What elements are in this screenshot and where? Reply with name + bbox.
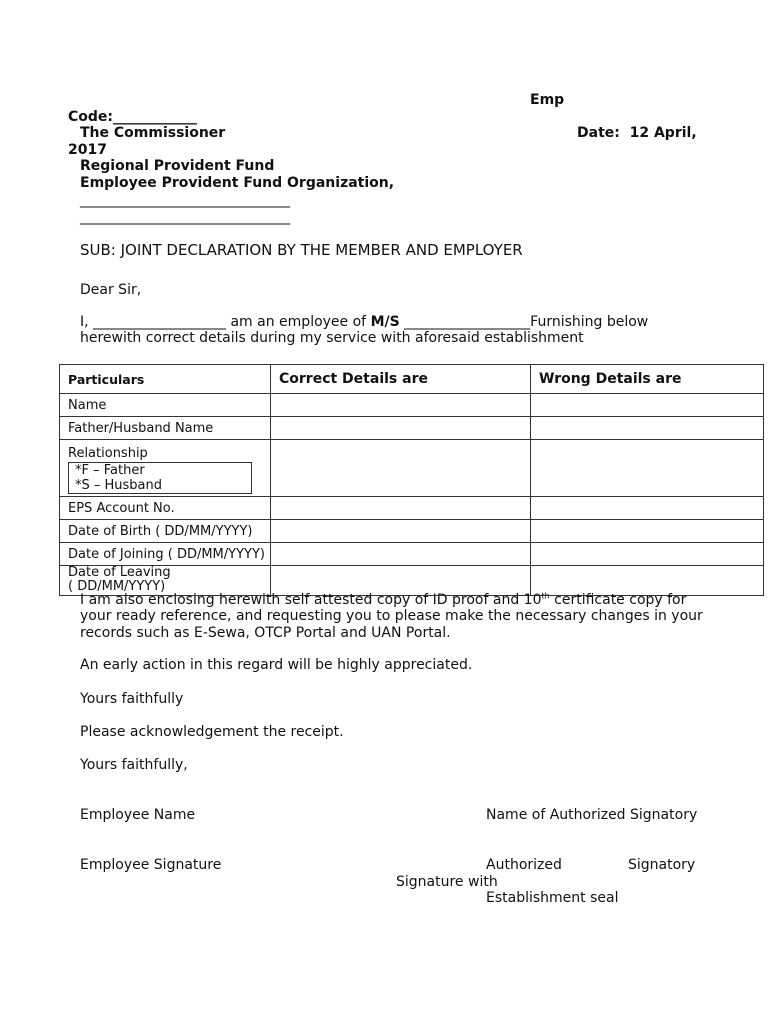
acknowledge-receipt: Please acknowledgement the receipt.	[80, 724, 344, 740]
row-label-date-of-leaving-format: ( DD/MM/YYYY)	[68, 579, 166, 594]
wrong-date-of-leaving-cell[interactable]	[531, 566, 764, 596]
details-table	[59, 364, 764, 596]
authorized-name-label: Name of Authorized Signatory	[486, 807, 698, 823]
signatory-word: Signatory	[628, 857, 696, 873]
row-label-name: Name	[60, 394, 271, 417]
intro-part-3: Furnishing below	[530, 314, 649, 330]
table-row	[60, 497, 764, 520]
enclose-text-a: I am also enclosing herewith self attested copy of ID proof and 10	[80, 592, 542, 608]
yours-faithfully-2: Yours faithfully,	[80, 757, 188, 773]
correct-date-of-birth-cell[interactable]	[271, 520, 531, 543]
date-line	[577, 125, 697, 142]
employee-signature-label: Employee Signature	[80, 857, 222, 873]
wrong-father-husband-cell[interactable]	[531, 417, 764, 440]
authorized-word: Authorized	[486, 857, 562, 873]
emp-code-blank: ____________	[113, 109, 198, 125]
row-label-date-of-leaving-cell	[60, 566, 271, 596]
row-label-eps-account: EPS Account No.	[60, 497, 271, 520]
relationship-options-box	[68, 462, 252, 494]
addressee-line-1: The Commissioner	[80, 125, 226, 141]
addressee-line-3: Employee Provident Fund Organization,	[80, 175, 395, 191]
intro-part-2: am an employee of	[226, 314, 371, 330]
establishment-blank: __________________	[399, 314, 531, 330]
intro-line-2: herewith correct details during my service with aforesaid establishment	[80, 330, 584, 346]
date-label: Date:	[577, 125, 620, 141]
correct-eps-account-cell[interactable]	[271, 497, 531, 520]
wrong-date-of-birth-cell[interactable]	[531, 520, 764, 543]
subject-line: SUB: JOINT DECLARATION BY THE MEMBER AND EMPLOYER	[80, 241, 523, 259]
relationship-option-husband: *S – Husband	[75, 478, 163, 493]
employee-name-blank: ___________________	[93, 314, 227, 330]
early-action: An early action in this regard will be highly appreciated.	[80, 657, 473, 673]
row-label-relationship: Relationship	[68, 446, 148, 461]
table-row	[60, 394, 764, 417]
address-blank-1: ______________________________	[80, 192, 290, 208]
correct-date-of-joining-cell[interactable]	[271, 543, 531, 566]
emp-code-label-top: Emp	[530, 92, 565, 108]
row-label-father-husband: Father/Husband Name	[60, 417, 271, 440]
intro-part-1: I,	[80, 314, 94, 330]
enclose-line-1	[80, 592, 686, 609]
correct-date-of-leaving-cell[interactable]	[271, 566, 531, 596]
ms-label: M/S	[370, 314, 400, 330]
emp-code-label: Code:	[68, 109, 114, 125]
correct-father-husband-cell[interactable]	[271, 417, 531, 440]
enclose-text-b: certificate copy for	[549, 592, 687, 608]
details-table-wrapper	[59, 364, 764, 596]
table-row	[60, 520, 764, 543]
table-row	[60, 417, 764, 440]
date-value: 12 April,	[629, 125, 697, 141]
header-correct-details: Correct Details are	[271, 365, 531, 394]
table-row	[60, 543, 764, 566]
addressee-line-2: Regional Provident Fund	[80, 158, 275, 174]
row-label-date-of-leaving: Date of Leaving	[68, 565, 171, 580]
wrong-date-of-joining-cell[interactable]	[531, 543, 764, 566]
enclose-superscript: th	[541, 591, 550, 601]
correct-relationship-cell[interactable]	[271, 440, 531, 497]
signature-with-label: Signature with	[396, 874, 498, 890]
row-label-relationship-cell	[60, 440, 271, 497]
intro-line-1	[80, 314, 648, 331]
address-blank-2: ______________________________	[80, 209, 290, 225]
wrong-eps-account-cell[interactable]	[531, 497, 764, 520]
table-row	[60, 566, 764, 596]
row-label-date-of-joining: Date of Joining ( DD/MM/YYYY)	[60, 543, 271, 566]
employee-name-label: Employee Name	[80, 807, 196, 823]
row-label-date-of-birth: Date of Birth ( DD/MM/YYYY)	[60, 520, 271, 543]
enclose-line-2: your ready reference, and requesting you to please make the necessary changes in your	[80, 608, 703, 624]
emp-code-line	[68, 109, 197, 126]
establishment-seal-label: Establishment seal	[486, 890, 619, 906]
enclose-line-3: records such as E-Sewa, OTCP Portal and UAN Portal.	[80, 625, 451, 641]
header-particulars: Particulars	[60, 365, 271, 394]
date-year: 2017	[68, 142, 107, 158]
table-row	[60, 440, 764, 497]
yours-faithfully-1: Yours faithfully	[80, 691, 184, 707]
wrong-name-cell[interactable]	[531, 394, 764, 417]
wrong-relationship-cell[interactable]	[531, 440, 764, 497]
header-wrong-details: Wrong Details are	[531, 365, 764, 394]
relationship-option-father: *F – Father	[75, 463, 145, 478]
table-header-row	[60, 365, 764, 394]
correct-name-cell[interactable]	[271, 394, 531, 417]
salutation: Dear Sir,	[80, 282, 142, 298]
